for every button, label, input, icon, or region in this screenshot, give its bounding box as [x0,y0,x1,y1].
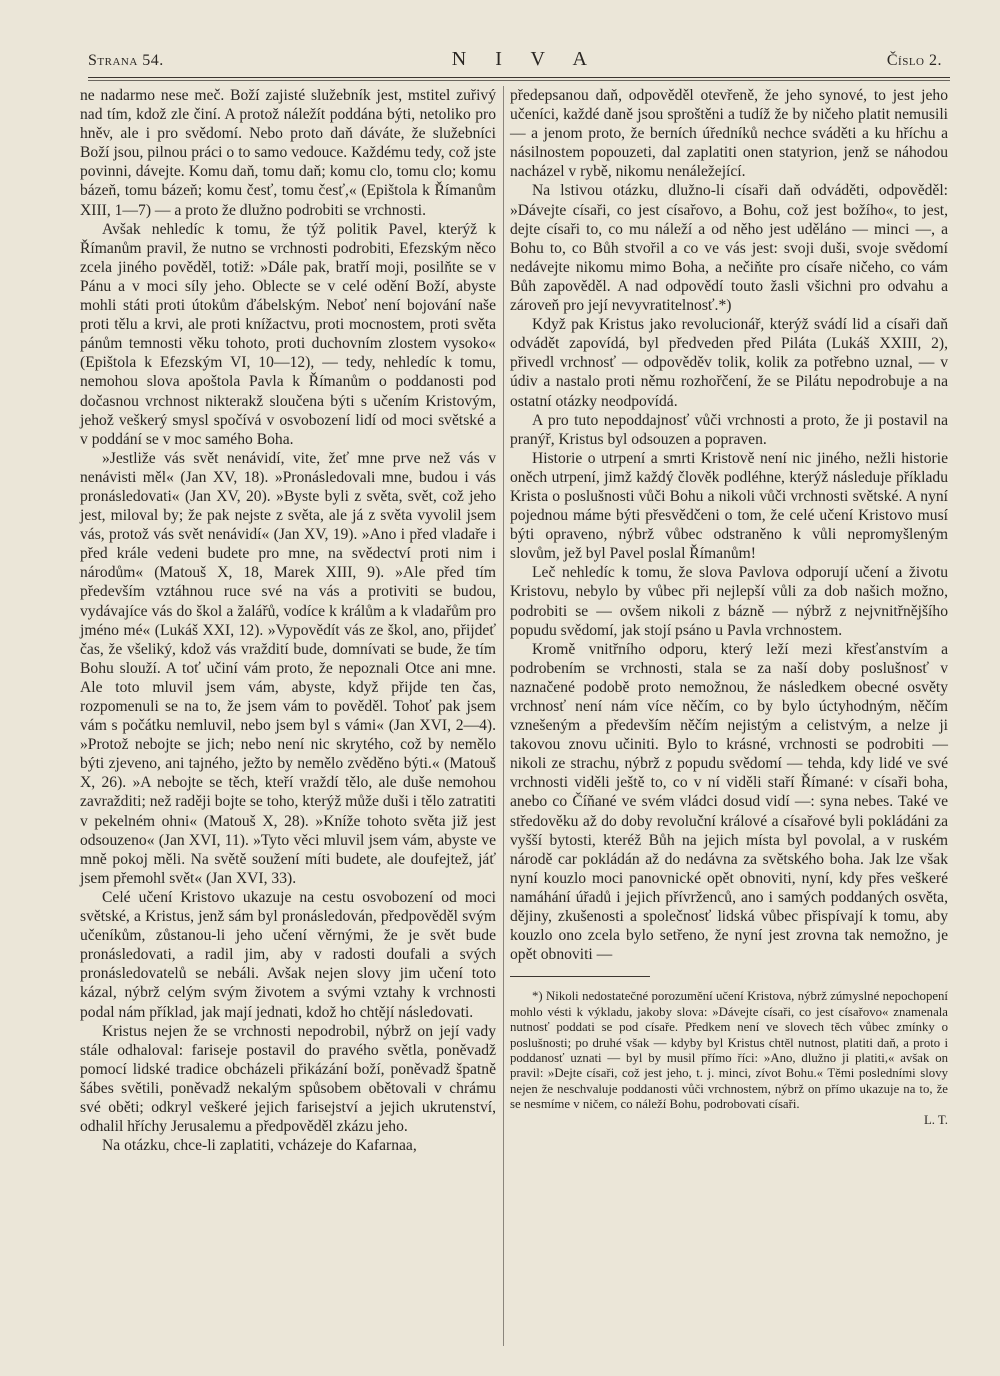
paragraph: Celé učení Kristovo ukazuje na cestu osvobození od moci světské, a Kristus, jenž sám byl pronásledován, předpověděl svým učeníkům, zůstanou-li jeho učení věrnými, že je svět bude pronásledovati, a radil jim, aby v radosti doufali a svých pronásledovatelů se nebáli. Avšak nejen slovy jim učení toto kázal, nýbrž celým svým životem a svými vztahy k vrchnosti podal nám příklad, jak mají jednati, kdož ho chtějí následovati. [80,888,496,1021]
paragraph: ne nadarmo nese meč. Boží zajisté služebník jest, mstitel zuřivý nad tím, kdož zle činí. A protož náležít poddána býti, netoliko pro hněv, ale i pro svědomí. Nebo proto daň dáváte, že služebníci Boží jsou, pilnou práci o to samo vedouce. Každému tedy, což jste povinni, dávejte. Komu daň, tomu daň; komu clo, tomu clo; komu bázeň, tomu bázeň; komu česť, tomu česť,« (Epištola k Římanům XIII, 1—7) — a proto že dlužno podrobiti se vrchnosti. [80,87,496,219]
page-header [88,48,942,76]
paragraph: Historie o utrpení a smrti Kristově není nic jiného, nežli historie oněch utrpení, jimž každý člověk podléhne, kterýž následuje příkladu Krista o poslušnosti vůči Bohu a nikoli vůči vrchnosti světské. A nyní pojednou máme býti přesvědčeni o tom, že celé učení Kristovo musí býti opraveno, nýbrž vůbec odstraněno k vůli nepromyšleným slovům, jež byl Pavel poslal Římanům! [510,449,948,563]
paragraph: »Jestliže vás svět nenávidí, vite, žeť mne prve než vás v nenávisti měl« (Jan XV, 18). »Pronásledovali mne, budou i vás pronásledovati« (Jan XV, 20). »Byste byli z světa, svět, což jeho jest, miloval by; že pak nejste z světa, ale já z světa vyvolil jsem vás, protož vás svět nenávidí« (Jan XV, 19). »Ano i před vladaře i před krále vedeni budete pro mne, na svědectví proti nim i národům« (Matouš X, 18, Marek XIII, 9). »Ale před tím především vztáhnou ruce své na vás a protiviti se budou, vydávajíce vás do škol a žalářů, vodíce k králům a k vladařům pro jméno mé« (Lukáš XXI, 12). »Vypovědít vás ze škol, ano, přijdeť čas, že všeliký, kdož vás vraždití bude, domnívati se bude, že tím Bohu slouží. A toť učiní vám proto, že nepoznali Otce ani mne. Ale toto mluvil jsem vám, abyste, když přijde ten čas, rozpomenuli se na to, že jsem vám to pověděl. Tohoť pak jsem vám s počátku nemluvil, nebo jsem byl s vámi« (Jan XVI, 2—4). »Protož nebojte se jich; nebo není nic skrytého, což by nemělo býti zjeveno, ani tajného, ježto by nemělo zvěděno býti.« (Matouš X, 26). »A nebojte se těch, kteří vraždí tělo, ale duše nemohou zavražditi; než raději bojte se toho, kterýž může duši i tělo zatratiti v pekelném ohni« (Matouš X, 28). »Kníže tohoto světa již jest odsouzeno« (Jan XVI, 11). »Tyto věci mluvil jsem vám, abyste ve mně pokoj měli. Na světě soužení míti budete, ale doufejtež, jáť jsem přemohl svět« (Jan XVI, 33). [80,449,496,887]
header-rule-secondary [88,80,950,81]
left-column [80,86,496,1155]
footnote [510,989,948,1112]
footnote-rule [510,976,650,977]
issue-number: Číslo 2. [886,52,942,69]
paragraph: Když pak Kristus jako revolucionář, kterýž svádí lid a císaři daň odvádět zapovídá, byl předveden před Piláta (Lukáš XXIII, 2), přivedl vrchnosť — odpověděv tolik, kolik za potřebno uznal, — v údiv a nastalo proti němu rozhořčení, že se Pilátu nepodrobuje a na ostatní otázky neodpovídá. [510,316,948,410]
right-column [510,86,948,1128]
footnote-text: *) Nikoli nedostatečné porozumění učení Kristova, nýbrž zúmyslné nepochopení mohlo vésti k výkladu, jakoby slova: »Dávejte císaři, co jest císařovo« znamenala nutnosť poddati se pod císaře. Předkem není ve slovech těch vůbec zmínky o poslušnosti; po druhé však — kdyby byl Kristus chtěl nutnost, platiti daň, a proto i poddanosť uznati — byl by musil přímo říci: »Ano, dlužno ji platiti,« avšak on pravil: »Dejte císaři, což jest jeho, t. j. minci, zívot Bohu.« Těmi posledními slovy nejen že neschvaluje poddanosti vůči vrchnostem, nýbrž on přímo ukazuje na to, že se nesmíme v ničem, co náleží Bohu, podrobovati císaři. [510,989,948,1112]
column-divider [503,86,504,1346]
paragraph: Avšak nehledíc k tomu, že týž politik Pavel, kterýž k Římanům pravil, že nutno se vrchnosti podrobiti, Efezským něco zcela jiného pověděl, totiž: »Dále pak, bratří moji, posilňte se v Pánu a v moci síly jeho. Oblecte se v celé odění Boží, abyste mohli státi proti útokům ďábelským. Neboť není bojování naše proti tělu a krvi, ale proti knížactvu, proti mocnostem, proti světa pánům temnosti věku tohoto, proti duchovním zlostem vysoko« (Epištola k Efezským VI, 10—12), — tedy, nehledíc k tomu, nemohou slova apoštola Pavla k Římanům o poddanosti pod dočasnou vrchnost nikterakž sloučena býti s učením Kristovým, jehož veškerý smysl spočívá v osvobození lidí od moci světské a v poddání se v moc samého Boha. [80,220,496,448]
paragraph: Kristus nejen že se vrchnosti nepodrobil, nýbrž on její vady stále odhaloval: fariseje postavil do pravého světla, poněvadž pomocí lidské tradice obcházeli přikázání boží, poněvadž špatně šábes světili, poněvadž nekalým spůsobem obětovali v chrámu své oběti; odkryl veškeré jejich farisejství a jejich ukrutenství, odhalil hříchy Jerusalemu a předpověděl zkázu jeho. [80,1022,496,1136]
header-rule [88,77,950,78]
publication-title: N I V A [451,48,599,70]
paragraph: Kromě vnitřního odporu, který leží mezi křesťanstvím a podrobením se vrchnosti, stala se za naší doby poslušnosť v naznačené podobě proto nemožnou, že následkem obecné osvěty vrchnosť není nám více něčím, co by bylo úctyhodným, něčím vznešeným a především něčím nejistým a celistvým, a nelze ji takovou znovu učiniti. Bylo to krásné, vrchnosti se podrobiti — nikoli ze strachu, nýbrž z popudu svědomí — tehda, kdy lidé ve své vrchnosti viděli ještě to, co v ní viděli staří Římané: v císaři boha, anebo co Číňané ve svém vládci dosud vidí —: syna nebes. Také ve středověku až do doby revoluční králové a císařové byli pokládáni za vyšší bytosti, kteréž Bůh na jejich místa byl povolal, a v ruském národě car pokládán až do nedávna za světského boha. Jak lze však nyní kouzlo moci panovnické opět obnoviti, nyní, kdy přes veškeré namáhání úřadů i jejich přívrženců, ano i samých poddaných osvěta, dějiny, zkušenosti a společnosť lidská vůbec přispívají k tomu, aby kouzlo ono zcela bylo setřeno, že nyní jest zrovna tak nemožno, je opět obnoviti — [510,640,948,964]
page-number: Strana 54. [88,52,164,69]
footnote-signature: L. T. [923,1112,948,1127]
paragraph: Na otázku, chce-li zaplatiti, vcházeje do Kafarnaa, [102,1137,417,1155]
paragraph: Na lstivou otázku, dlužno-li císaři daň odváděti, odpověděl: »Dávejte císaři, co jest císařovo, a Bohu, což jest božího«, to jest, dejte císaři to, co mu náleží a od něho jest uděláno — minci —, a Bohu to, co Bůh stvořil a co ve vás jest: svoji duši, svoje svědomí nedávejte nikomu mimo Boha, a nečiňte pro císaře ničeho, co vám Bůh zapověděl. A nad odpovědí touto žasli všichni pro odvahu a zároveň pro její nevyvratitelnosť.*) [510,182,948,315]
paragraph: předepsanou daň, odpověděl otevřeně, že jeho synové, to jest jeho učeníci, každé daně jsou sproštěni a tudíž že by ničeho platit nemusili — a jenom proto, že berních úředníků nechce sváděti a ku hříchu a násilnostem popouzeti, dal zaplatiti onen statyrion, jenž se náhodou nacházel v rybě, nikomu nenáležející. [510,87,948,181]
paragraph: Leč nehledíc k tomu, že slova Pavlova odporují učení a životu Kristovu, nebylo by vůbec při nejlepší vůli za dob našich možno, podrobiti se — ovšem nikoli z bázně — nýbrž z nejvnitřnějšího popudu svědomí, jak stojí psáno u Pavla vrchnostem. [510,564,948,639]
paragraph: A pro tuto nepoddajnosť vůči vrchnosti a proto, že ji postavil na pranýř, Kristus byl odsouzen a popraven. [510,411,948,448]
